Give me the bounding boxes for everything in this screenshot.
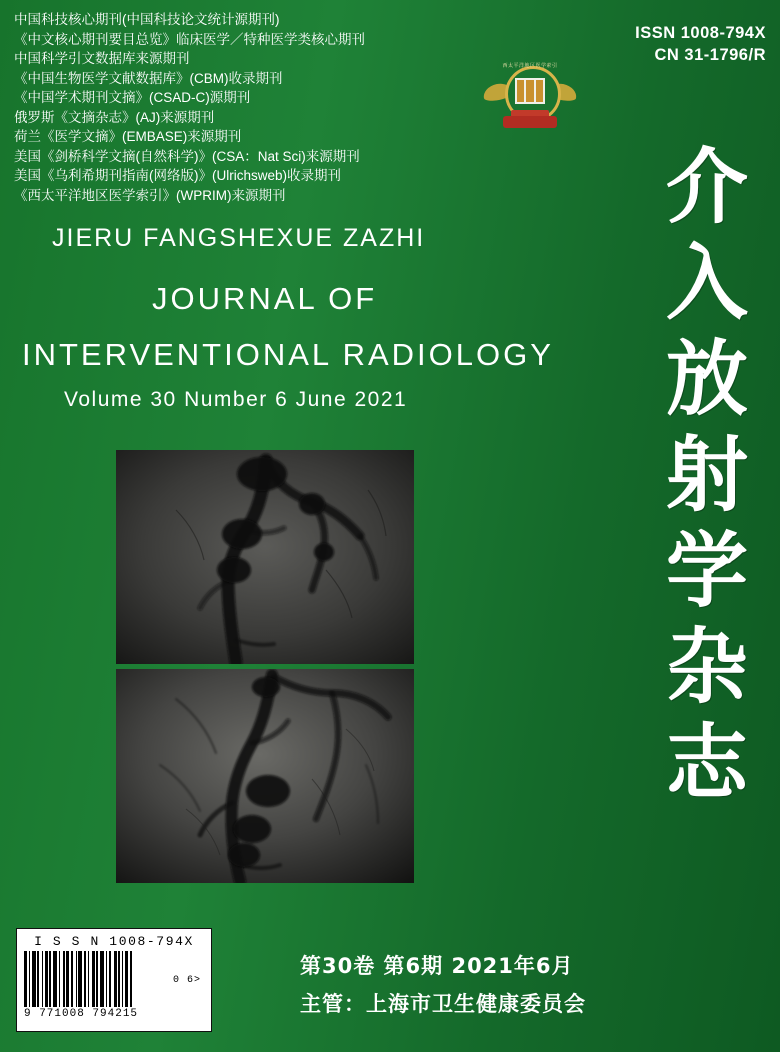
title-char: 射 [665, 428, 748, 523]
issn-number: ISSN 1008-794X [635, 24, 766, 42]
title-char: 志 [665, 716, 748, 811]
barcode-issn-label: I S S N 1008-794X [34, 934, 194, 949]
issn-block [635, 22, 766, 66]
journal-title-en-line1: JOURNAL OF [152, 281, 378, 316]
list-item: 中国科技核心期刊(中国科技论文统计源期刊) [14, 12, 280, 27]
list-item: 中国科学引文数据库来源期刊 [14, 51, 190, 66]
indexing-list [14, 10, 444, 205]
barcode-addon: 0 6> [172, 975, 201, 986]
volume-issue-date-cn: 第30卷 第6期 2021年6月 [300, 954, 574, 978]
barcode-digits: 9 771008 794215 [24, 1008, 139, 1020]
journal-title-pinyin: JIERU FANGSHEXUE ZAZHI [52, 224, 426, 252]
journal-title-en-line2: INTERVENTIONAL RADIOLOGY [22, 337, 554, 372]
list-item: 美国《乌利希期刊指南(网络版)》(Ulrichsweb)收录期刊 [14, 168, 341, 183]
title-char: 学 [665, 524, 748, 619]
wprim-emblem-icon [487, 62, 573, 136]
angiogram-graphic-bottom [116, 669, 414, 883]
sponsor-line: 主管：上海市卫生健康委员会 [300, 992, 586, 1016]
title-char: 介 [665, 140, 748, 235]
angiography-image-top [116, 450, 414, 664]
list-item: 《中文核心期刊要目总览》临床医学／特种医学类核心期刊 [14, 31, 365, 47]
title-char: 入 [665, 236, 748, 331]
title-char: 杂 [665, 620, 748, 715]
cn-number: CN 31-1796/R [654, 46, 766, 64]
list-item: 《中国生物医学文献数据库》(CBM)收录期刊 [14, 70, 283, 86]
list-item: 《中国学术期刊文摘》(CSAD-C)源期刊 [14, 90, 251, 105]
list-item: 《西太平洋地区医学索引》(WPRIM)来源期刊 [14, 187, 286, 203]
journal-title-cn [644, 140, 770, 812]
angiography-image-bottom [116, 669, 414, 883]
title-char: 放 [665, 332, 748, 427]
emblem-caption: 西太平洋地区医学索引 [502, 63, 558, 69]
list-item: 俄罗斯《文摘杂志》(AJ)来源期刊 [14, 109, 215, 125]
list-item: 美国《剑桥科学文摘(自然科学)》(CSA：Nat Sci)来源期刊 [14, 148, 360, 164]
volume-issue-date-en: Volume 30 Number 6 June 2021 [64, 388, 408, 411]
emblem-book-icon [515, 78, 545, 104]
barcode-box [16, 928, 212, 1032]
emblem-base-icon [503, 116, 557, 128]
list-item: 荷兰《医学文摘》(EMBASE)来源期刊 [14, 129, 242, 144]
angiogram-graphic-top [116, 450, 414, 664]
